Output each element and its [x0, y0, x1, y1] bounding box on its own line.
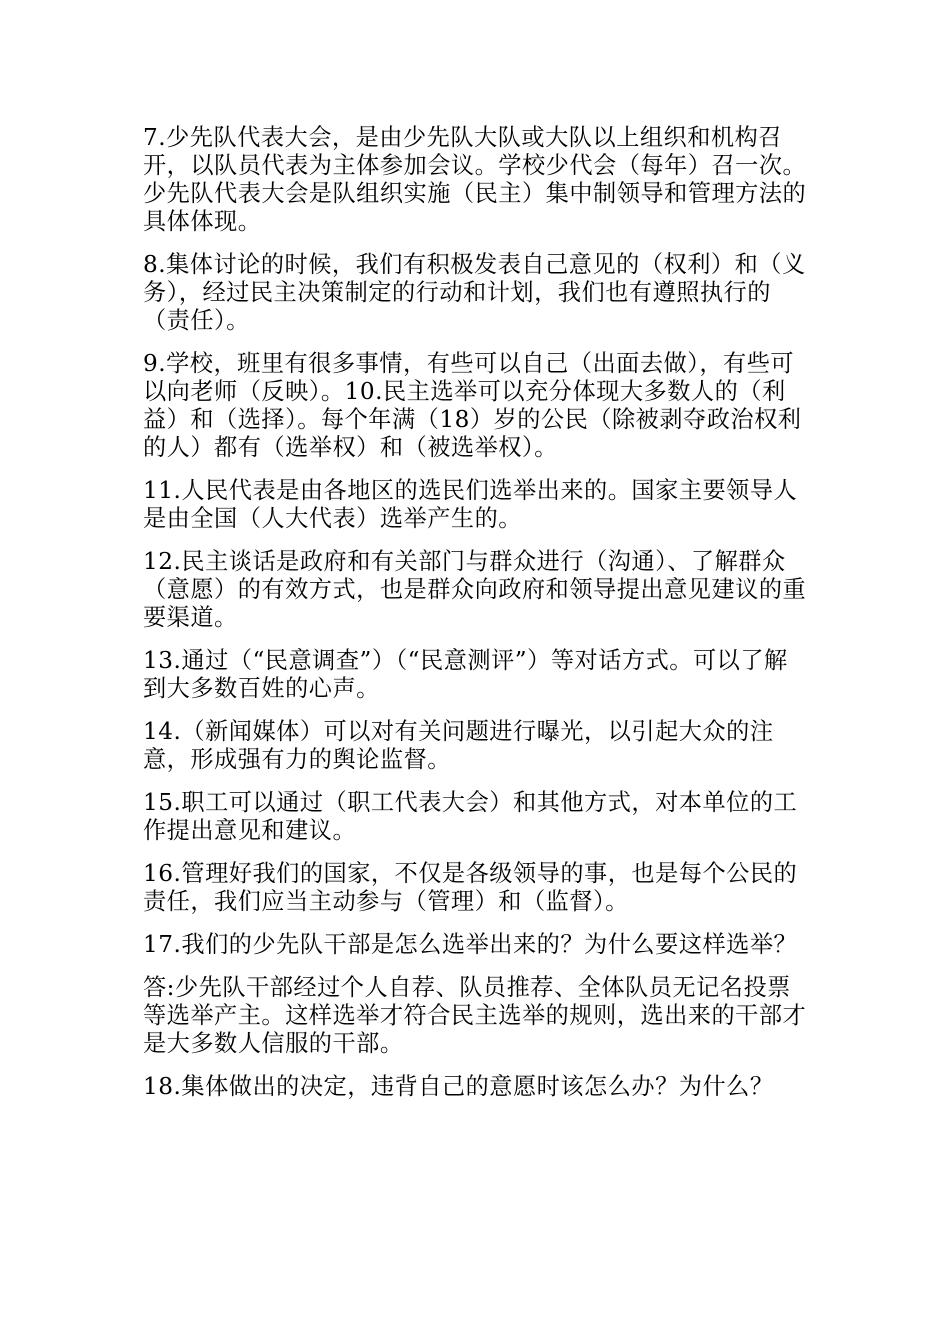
document-page — [143, 124, 811, 1101]
paragraph-9-10: 9.学校，班里有很多事情，有些可以自己（出面去做），有些可以向老师（反映）。10.民主选举可以充分体现大多数人的（利益）和（选择）。每个年满（18）岁的公民（除被剥夺政治权利的人）都有（选举权）和（被选举权）。 — [143, 350, 802, 461]
paragraph-16: 16.管理好我们的国家，不仅是各级领导的事，也是每个公民的责任，我们应当主动参与（管理）和（监督）。 — [143, 860, 798, 915]
question-17: 17.我们的少先队干部是怎么选举出来的？为什么要这样选举？ — [143, 931, 798, 958]
question-18: 18.集体做出的决定，违背自己的意愿时该怎么办？为什么？ — [143, 1073, 774, 1100]
paragraph-8: 8.集体讨论的时候，我们有积极发表自己意见的（权利）和（义务），经过民主决策制定的行动和计划，我们也有遵照执行的（责任）。 — [143, 251, 806, 334]
paragraph-14: 14.（新闻媒体）可以对有关问题进行曝光，以引起大众的注意，形成强有力的舆论监督。 — [143, 718, 774, 773]
paragraph-11: 11.人民代表是由各地区的选民们选举出来的。国家主要领导人是由全国（人大代表）选举产生的。 — [143, 477, 798, 532]
paragraph-15: 15.职工可以通过（职工代表大会）和其他方式，对本单位的工作提出意见和建议。 — [143, 789, 798, 844]
paragraph-7: 7.少先队代表大会，是由少先队大队或大队以上组织和机构召开，以队员代表为主体参加会议。学校少代会（每年）召一次。少先队代表大会是队组织实施（民主）集中制领导和管理方法的具体体现。 — [143, 124, 807, 235]
answer-17: 答:少先队干部经过个人自荐、队员推荐、全体队员无记名投票等选举产主。这样选举才符合民主选举的规则，选出来的干部才是大多数人信服的干部。 — [143, 974, 807, 1057]
paragraph-12: 12.民主谈话是政府和有关部门与群众进行（沟通）、了解群众（意愿）的有效方式，也是群众向政府和领导提出意见建议的重要渠道。 — [143, 548, 807, 631]
paragraph-13: 13.通过（“民意调查”）（“民意测评”）等对话方式。可以了解到大多数百姓的心声。 — [143, 647, 788, 702]
